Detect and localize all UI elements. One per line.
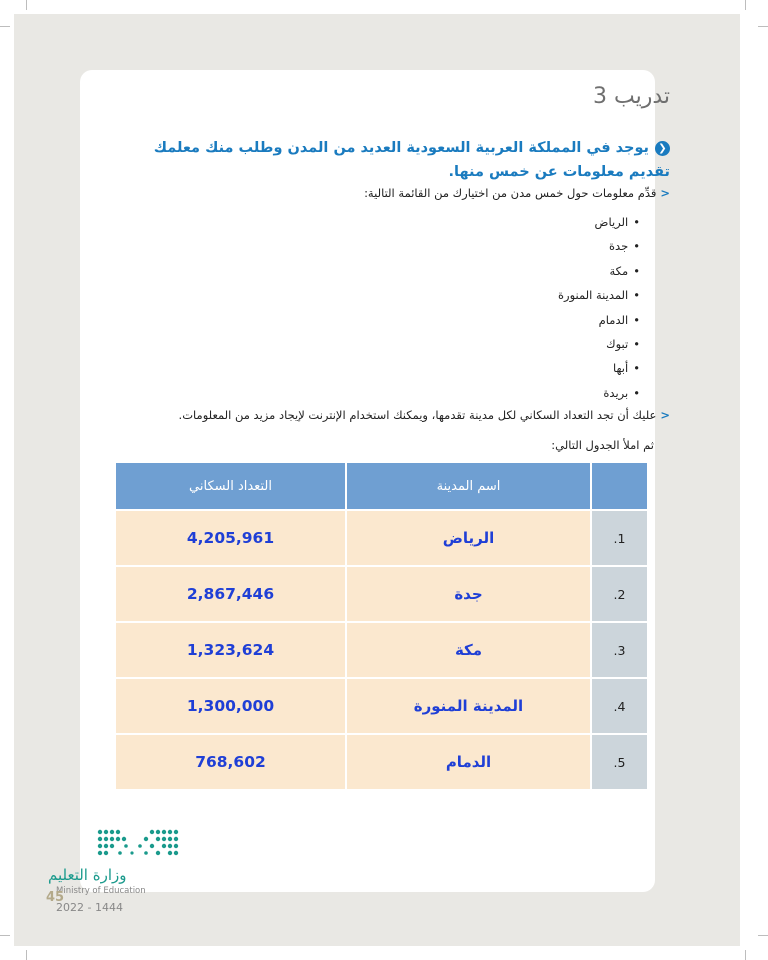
crop-mark — [0, 935, 10, 936]
population-table — [114, 463, 647, 789]
city-cell[interactable]: المدينة المنورة — [346, 678, 591, 734]
list-item: • مكة — [558, 259, 640, 283]
crop-mark — [26, 950, 27, 960]
crop-mark — [758, 26, 768, 27]
exercise-title: تدريب 3 — [592, 84, 670, 109]
table-header-row — [115, 463, 647, 510]
page-number: 45 — [46, 890, 65, 905]
list-item: • بريدة — [558, 381, 640, 405]
table-row — [115, 566, 647, 622]
ministry-logo-icon — [96, 828, 184, 860]
row-number: 1. — [591, 510, 647, 566]
instruction-first: <قدِّم معلومات حول خمس مدن من اختيارك من القائمة التالية: — [364, 186, 670, 200]
header-city: اسم المدينة — [346, 463, 591, 510]
crop-mark — [745, 950, 746, 960]
header-population: التعداد السكاني — [115, 463, 346, 510]
question — [125, 136, 670, 184]
chevron-left-icon: < — [660, 408, 670, 422]
list-item: • تبوك — [558, 332, 640, 356]
population-cell[interactable]: 768,602 — [115, 734, 346, 789]
edition-year: 2022 - 1444 — [56, 901, 123, 914]
table-row — [115, 678, 647, 734]
city-cell[interactable]: مكة — [346, 622, 591, 678]
population-cell[interactable]: 2,867,446 — [115, 566, 346, 622]
chevron-circle-icon: ❮ — [655, 141, 670, 156]
row-number: 4. — [591, 678, 647, 734]
list-item: • المدينة المنورة — [558, 283, 640, 307]
row-number: 2. — [591, 566, 647, 622]
row-number: 3. — [591, 622, 647, 678]
instruction-second: <عليك أن تجد التعداد السكاني لكل مدينة تقدمها، ويمكنك استخدام الإنترنت لإيجاد مزيد من المعلومات. — [178, 408, 670, 422]
population-cell[interactable]: 1,300,000 — [115, 678, 346, 734]
city-cell[interactable]: الدمام — [346, 734, 591, 789]
crop-mark — [26, 0, 27, 10]
table-row — [115, 734, 647, 789]
chevron-left-icon: < — [660, 186, 670, 200]
ministry-name-ar: وزارة التعليم — [48, 866, 127, 884]
city-cell[interactable]: الرياض — [346, 510, 591, 566]
list-item: • جدة — [558, 234, 640, 258]
table-row — [115, 510, 647, 566]
row-number: 5. — [591, 734, 647, 789]
crop-mark — [0, 26, 10, 27]
table-row — [115, 622, 647, 678]
question-text: يوجد في المملكة العربية السعودية العديد من المدن وطلب منك معلمك تقديم معلومات عن خمس منها. — [153, 140, 670, 180]
crop-mark — [745, 0, 746, 10]
list-item: • أبها — [558, 356, 640, 380]
population-cell[interactable]: 4,205,961 — [115, 510, 346, 566]
list-item: • الرياض — [558, 210, 640, 234]
city-list — [558, 210, 640, 405]
header-number — [591, 463, 647, 510]
ministry-name-en: Ministry of Education — [56, 886, 146, 896]
instruction-third: ثم املأ الجدول التالي: — [551, 438, 654, 452]
population-cell[interactable]: 1,323,624 — [115, 622, 346, 678]
city-cell[interactable]: جدة — [346, 566, 591, 622]
crop-mark — [758, 935, 768, 936]
list-item: • الدمام — [558, 308, 640, 332]
